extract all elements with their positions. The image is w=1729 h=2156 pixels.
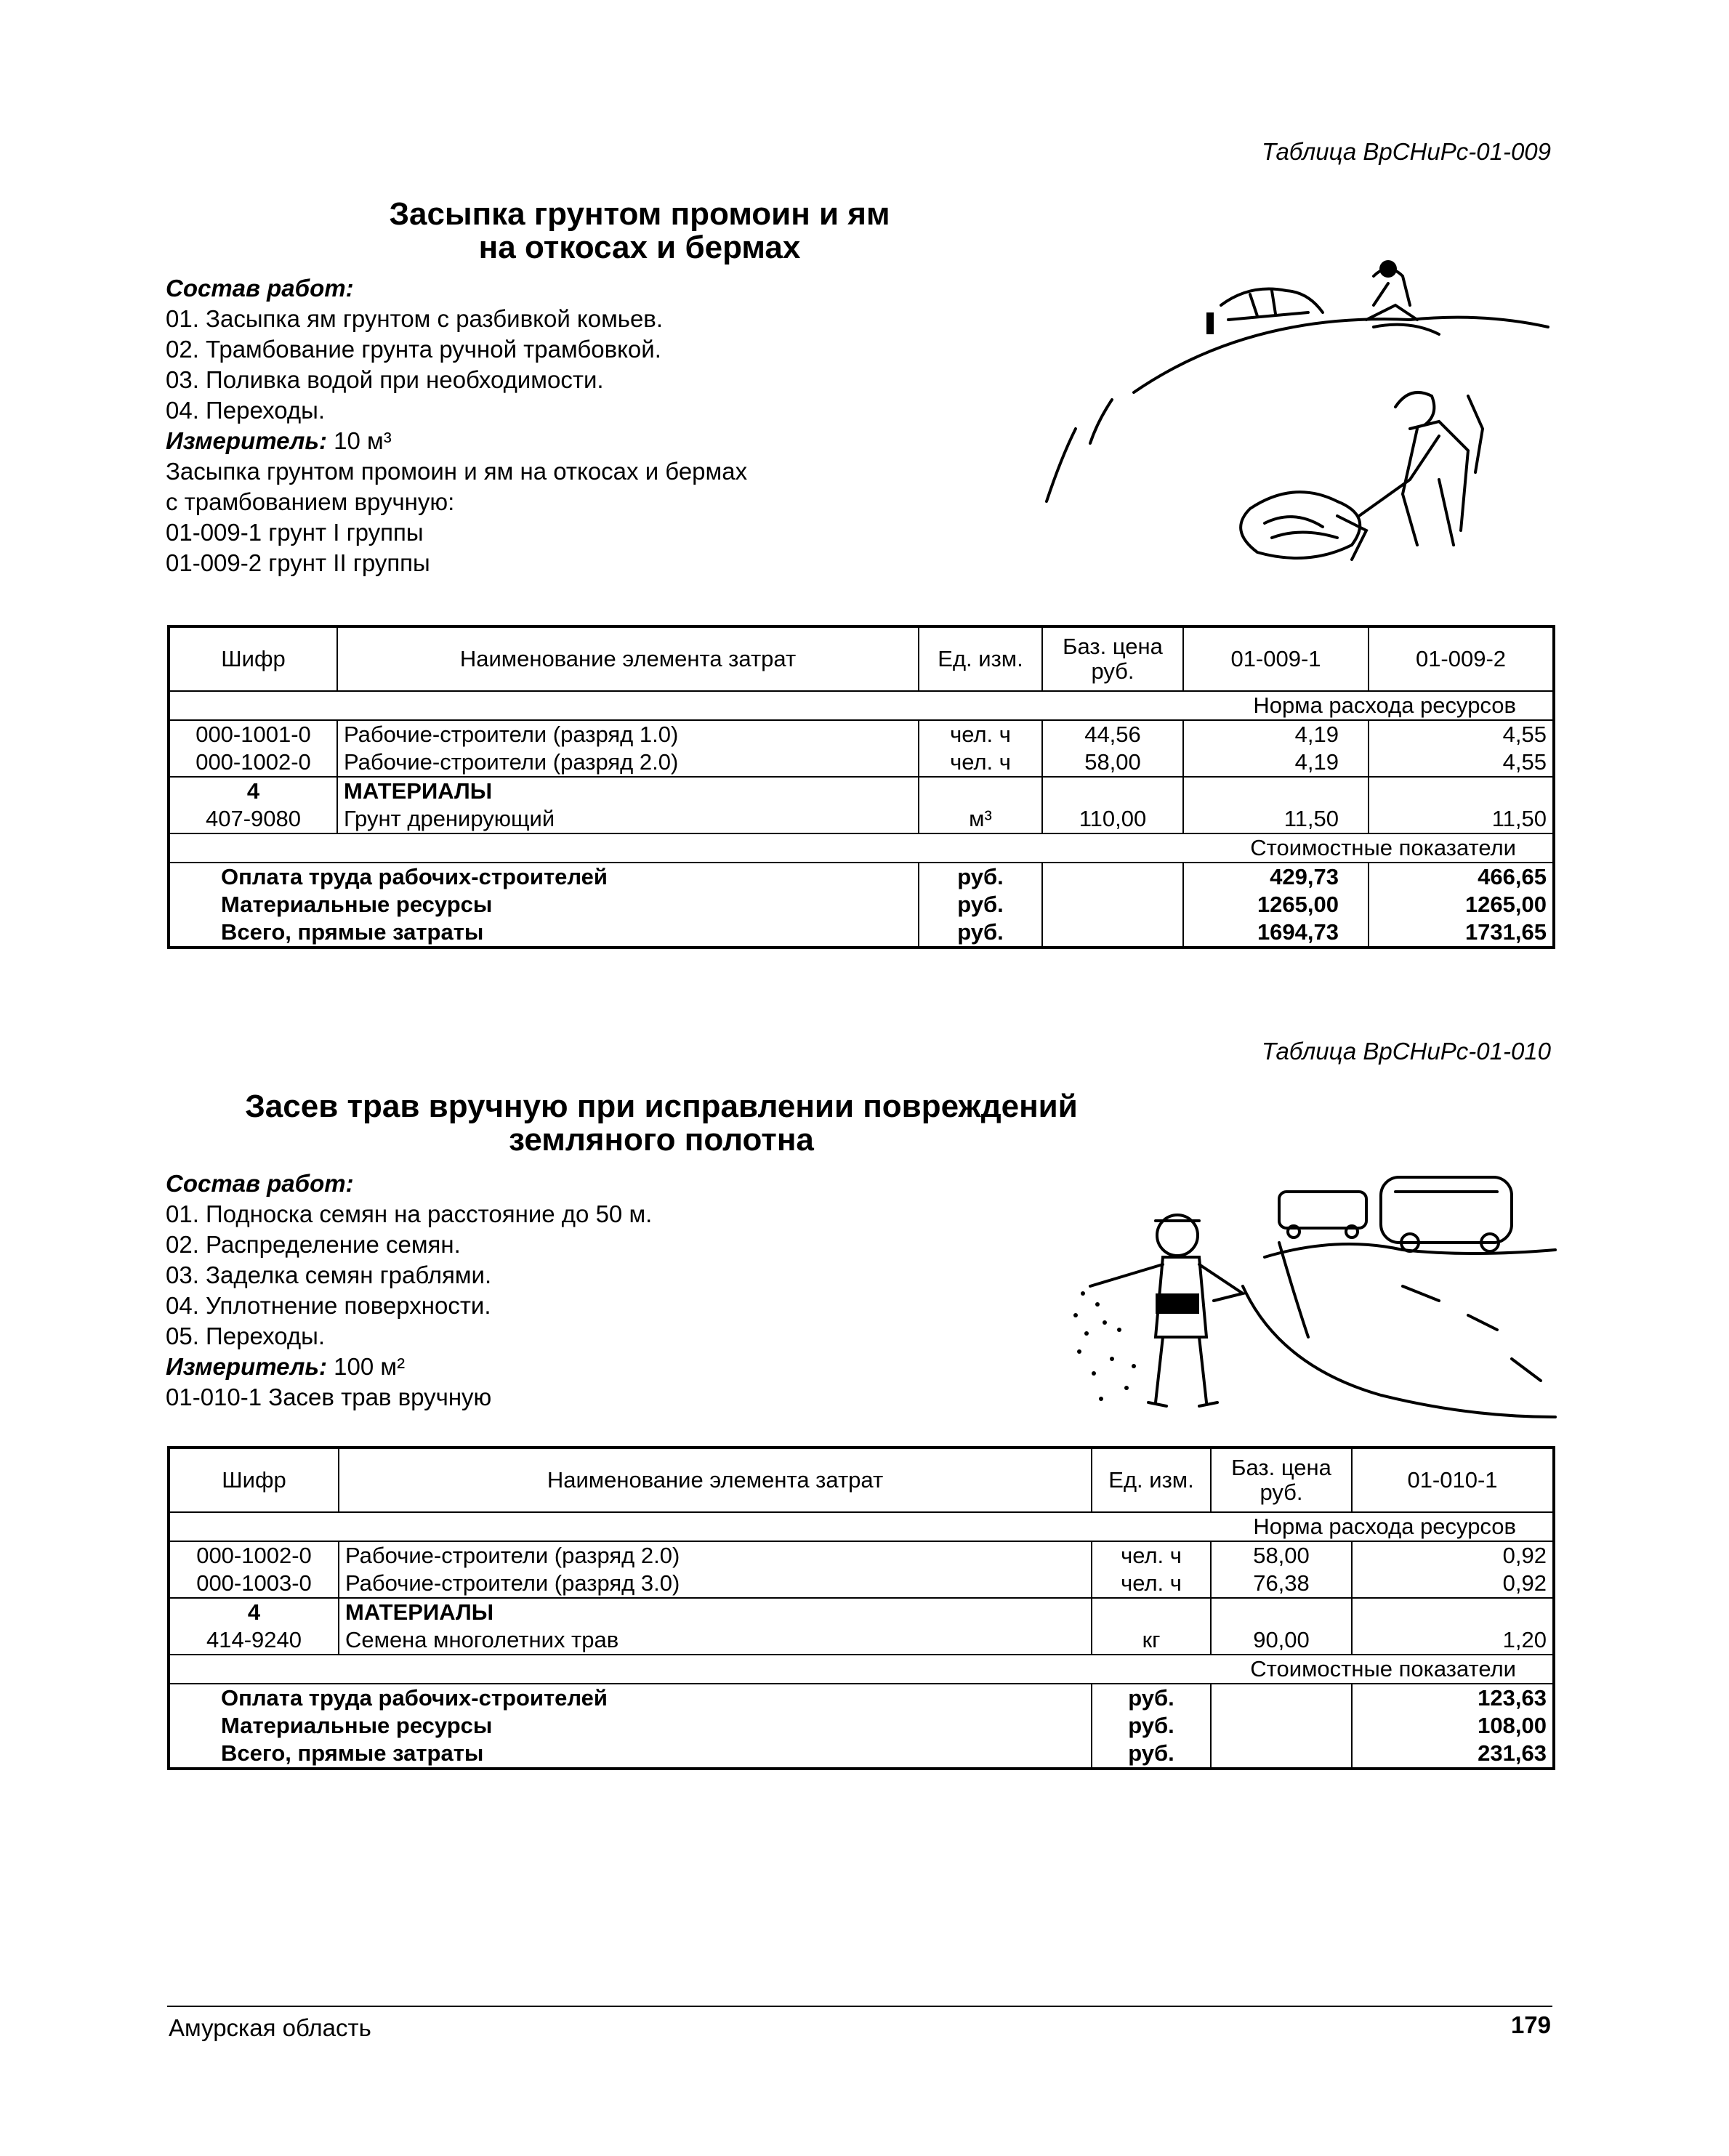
table-row — [169, 691, 1554, 720]
table-row — [169, 1626, 1554, 1655]
cell: 0,92 — [1352, 1570, 1554, 1598]
footer-divider — [167, 2006, 1552, 2007]
cell: Всего, прямые затраты — [221, 919, 484, 945]
table-row — [169, 1541, 1554, 1570]
cell: чел. ч — [1092, 1541, 1211, 1570]
resource-table — [167, 1446, 1555, 1770]
cell: МАТЕРИАЛЫ — [337, 777, 919, 805]
table-row — [169, 863, 1554, 891]
variant-item: 01-009-2 грунт II группы — [166, 549, 430, 576]
norm-label: Норма расхода ресурсов — [169, 1512, 1554, 1541]
cell: чел. ч — [1092, 1570, 1211, 1598]
cell: МАТЕРИАЛЫ — [339, 1598, 1092, 1626]
cell: 1265,00 — [1183, 891, 1369, 918]
variant-item: 01-009-1 грунт I группы — [166, 519, 424, 546]
cell: 466,65 — [1369, 863, 1554, 891]
table-label: Таблица ВрСНиРс-01-009 — [1262, 138, 1551, 165]
cell: Грунт дренирующий — [337, 805, 919, 833]
work-item: 04. Переходы. — [166, 397, 325, 424]
header-cell: Ед. изм. — [1092, 1448, 1211, 1512]
worker-sowing-grass-illustration — [1061, 1148, 1570, 1439]
cell: руб. — [1092, 1712, 1211, 1740]
cost-label: Стоимостные показатели — [169, 1655, 1554, 1684]
cell: 110,00 — [1042, 805, 1183, 833]
measure-value: 10 м³ — [334, 427, 392, 454]
cell: 4,19 — [1183, 748, 1369, 777]
table-row — [169, 1712, 1554, 1740]
measure-label: Измеритель: — [166, 427, 327, 454]
section-title — [167, 1090, 1156, 1157]
cell: руб. — [919, 891, 1042, 918]
work-item: 03. Заделка семян граблями. — [166, 1261, 492, 1288]
cell: кг — [1092, 1626, 1211, 1655]
cell: 4,19 — [1183, 720, 1369, 748]
table-row — [169, 918, 1554, 948]
cell: 1694,73 — [1183, 918, 1369, 948]
header-cell: Шифр — [169, 626, 337, 691]
cell: 0,92 — [1352, 1541, 1554, 1570]
cell: руб. — [1092, 1740, 1211, 1769]
table-row — [169, 1512, 1554, 1541]
header-cell: Баз. цена руб. — [1042, 626, 1183, 691]
header-cell: Ед. изм. — [919, 626, 1042, 691]
cell: м³ — [919, 805, 1042, 833]
cell: Рабочие-строители (разряд 2.0) — [337, 748, 919, 777]
measure-line — [166, 1352, 652, 1382]
works-label: Состав работ: — [166, 1170, 354, 1197]
title-line: на откосах и бермах — [478, 230, 801, 265]
cell: 58,00 — [1211, 1541, 1352, 1570]
cell: руб. — [1092, 1684, 1211, 1712]
header-cell: Наименование элемента затрат — [339, 1448, 1092, 1512]
cell: руб. — [919, 863, 1042, 891]
cell: 000-1002-0 — [196, 749, 311, 775]
cell: Оплата труда рабочих-строителей — [221, 1685, 608, 1711]
cell: 58,00 — [1042, 748, 1183, 777]
works-block — [166, 273, 747, 578]
header-cell: 01-010-1 — [1352, 1448, 1554, 1512]
cell: 231,63 — [1352, 1740, 1554, 1769]
work-item: 03. Поливка водой при необходимости. — [166, 366, 604, 393]
title-line: земляного полотна — [509, 1122, 814, 1158]
cell: 1731,65 — [1369, 918, 1554, 948]
cell: 90,00 — [1211, 1626, 1352, 1655]
measure-label: Измеритель: — [166, 1353, 327, 1380]
work-item: 01. Подноска семян на расстояние до 50 м. — [166, 1200, 653, 1227]
cell: Рабочие-строители (разряд 1.0) — [337, 720, 919, 748]
table-row — [169, 1598, 1554, 1626]
cell: 123,63 — [1352, 1684, 1554, 1712]
table-header-row — [169, 626, 1554, 691]
table-row — [169, 720, 1554, 748]
header-cell: Шифр — [169, 1448, 339, 1512]
cell: 000-1001-0 — [196, 722, 311, 747]
table-label: Таблица ВрСНиРс-01-010 — [1262, 1038, 1551, 1065]
table-row — [169, 833, 1554, 863]
cell: 429,73 — [1183, 863, 1369, 891]
cell: чел. ч — [919, 748, 1042, 777]
cell: 4 — [169, 777, 337, 805]
cell: Оплата труда рабочих-строителей — [221, 864, 608, 889]
work-item: 02. Трамбование грунта ручной трамбовкой. — [166, 336, 661, 363]
resource-table — [167, 625, 1555, 949]
description-line: с трамбованием вручную: — [166, 488, 455, 515]
cell: чел. ч — [919, 720, 1042, 748]
description-line: Засыпка грунтом промоин и ям на откосах и бермах — [166, 458, 748, 485]
title-line: Засыпка грунтом промоин и ям — [389, 196, 890, 232]
cell: Всего, прямые затраты — [221, 1740, 484, 1766]
table-row — [169, 777, 1554, 805]
table-row — [169, 1684, 1554, 1712]
cell: 407-9080 — [205, 806, 301, 831]
work-item: 02. Распределение семян. — [166, 1231, 461, 1258]
header-cell: Баз. цена руб. — [1211, 1448, 1352, 1512]
header-cell: Наименование элемента затрат — [337, 626, 919, 691]
cell: 000-1002-0 — [196, 1543, 312, 1568]
header-cell: 01-009-1 — [1183, 626, 1369, 691]
table-row — [169, 1570, 1554, 1598]
cell: Материальные ресурсы — [221, 1713, 493, 1738]
cell: 4 — [169, 1598, 339, 1626]
work-item: 01. Засыпка ям грунтом с разбивкой комьев. — [166, 305, 664, 332]
cell: 000-1003-0 — [196, 1570, 312, 1596]
measure-value: 100 м² — [334, 1353, 406, 1380]
cell: руб. — [919, 918, 1042, 948]
title-line: Засев трав вручную при исправлении повреждений — [245, 1089, 1078, 1124]
measure-line — [166, 426, 747, 456]
work-item: 04. Уплотнение поверхности. — [166, 1292, 491, 1319]
variant-item: 01-010-1 Засев трав вручную — [166, 1384, 492, 1410]
workers-filling-pits-illustration — [1032, 240, 1555, 589]
cell: Рабочие-строители (разряд 2.0) — [339, 1541, 1092, 1570]
cell: 4,55 — [1369, 720, 1554, 748]
footer-region: Амурская область — [169, 2014, 371, 2041]
cell: 414-9240 — [206, 1627, 302, 1652]
table-row — [169, 748, 1554, 777]
cell: Семена многолетних трав — [339, 1626, 1092, 1655]
works-label: Состав работ: — [166, 275, 354, 302]
table-row — [169, 891, 1554, 918]
cell: 76,38 — [1211, 1570, 1352, 1598]
cell: 11,50 — [1183, 805, 1369, 833]
works-block — [166, 1168, 652, 1413]
cell: 11,50 — [1369, 805, 1554, 833]
cell: 1,20 — [1352, 1626, 1554, 1655]
table-header-row — [169, 1448, 1554, 1512]
page-number: 179 — [1510, 2011, 1551, 2038]
table-row — [169, 1740, 1554, 1769]
cell: 1265,00 — [1369, 891, 1554, 918]
section-title — [276, 198, 1003, 265]
header-cell: 01-009-2 — [1369, 626, 1554, 691]
norm-label: Норма расхода ресурсов — [169, 691, 1554, 720]
cell: 4,55 — [1369, 748, 1554, 777]
cell: Рабочие-строители (разряд 3.0) — [339, 1570, 1092, 1598]
work-item: 05. Переходы. — [166, 1323, 325, 1349]
cell: 108,00 — [1352, 1712, 1554, 1740]
cell: Материальные ресурсы — [221, 892, 493, 917]
table-row — [169, 805, 1554, 833]
cost-label: Стоимостные показатели — [169, 833, 1554, 863]
cell: 44,56 — [1042, 720, 1183, 748]
table-row — [169, 1655, 1554, 1684]
